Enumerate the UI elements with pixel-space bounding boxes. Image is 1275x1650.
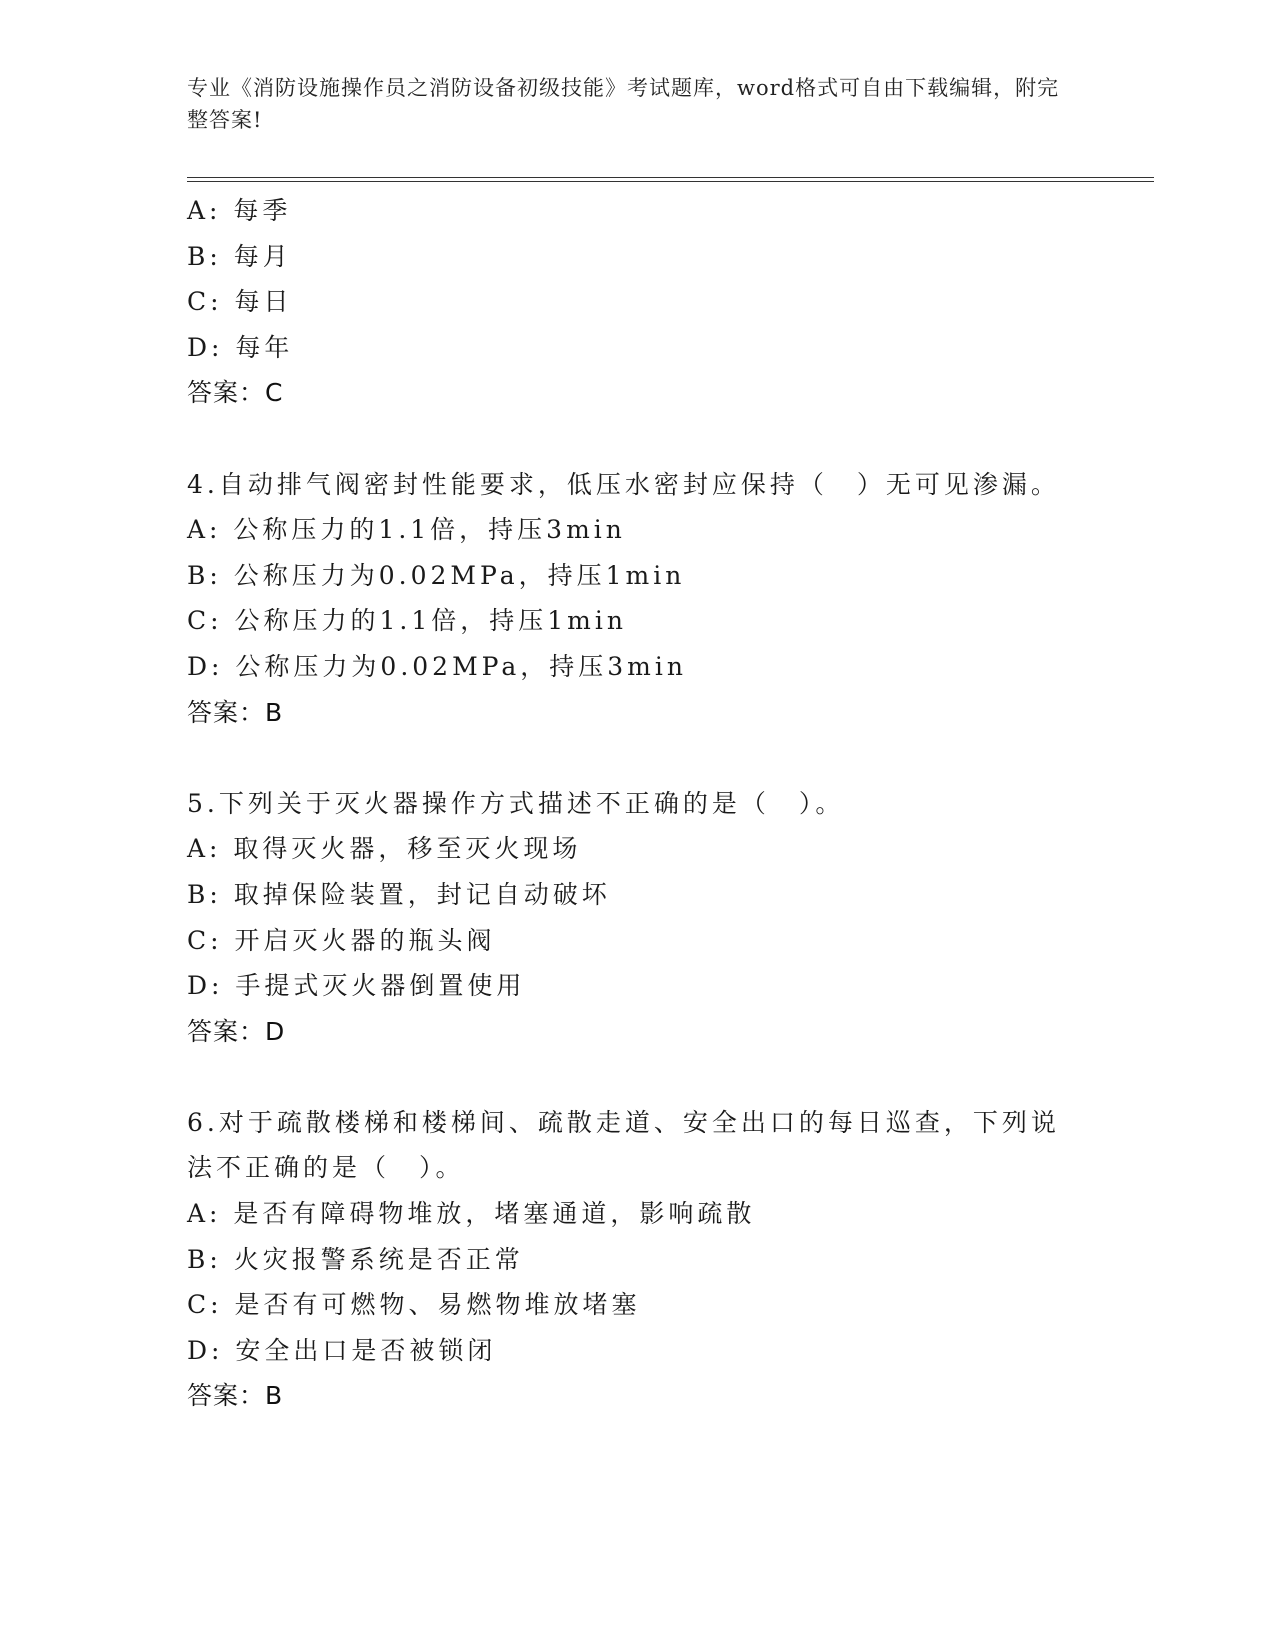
question-text: 6.对于疏散楼梯和楼梯间、疏散走道、安全出口的每日巡查，下列说法不正确的是（ ）。 [187, 1107, 1060, 1183]
answer: 答案：D [187, 1016, 286, 1046]
option-d: D: 每年 [187, 332, 294, 362]
answer: 答案：C [187, 378, 284, 408]
question-5 [187, 781, 1154, 1055]
question-text: 5.下列关于灭火器操作方式描述不正确的是（ ）。 [187, 788, 845, 818]
question-6 [187, 1100, 1154, 1419]
option-a: A: 取得灭火器，移至灭火现场 [187, 834, 582, 864]
question-text: 4.自动排气阀密封性能要求，低压水密封应保持（ ）无可见渗漏。 [187, 469, 1060, 499]
option-a: A: 是否有障碍物堆放，堵塞通道，影响疏散 [187, 1199, 756, 1229]
option-d: D: 公称压力为0.02MPa，持压3min [187, 651, 687, 681]
question-4 [187, 462, 1154, 736]
header-divider [187, 177, 1154, 182]
question-3 [187, 188, 1154, 416]
option-a: A: 公称压力的1.1倍，持压3min [187, 515, 626, 545]
option-b: B: 每月 [187, 241, 292, 271]
option-d: D: 手提式灭火器倒置使用 [187, 971, 526, 1001]
option-b: B: 公称压力为0.02MPa，持压1min [187, 560, 686, 590]
option-c: C: 每日 [187, 287, 293, 317]
answer: 答案：B [187, 1381, 284, 1411]
option-c: C: 开启灭火器的瓶头阀 [187, 925, 496, 955]
option-c: C: 公称压力的1.1倍，持压1min [187, 606, 627, 636]
option-b: B: 取掉保险装置，封记自动破坏 [187, 879, 611, 909]
spacer [187, 416, 1154, 462]
question-list [187, 188, 1154, 1419]
spacer [187, 1054, 1154, 1100]
spacer [187, 735, 1154, 781]
option-d: D: 安全出口是否被锁闭 [187, 1335, 497, 1365]
option-c: C: 是否有可燃物、易燃物堆放堵塞 [187, 1290, 641, 1320]
option-a: A: 每季 [187, 196, 292, 225]
option-b: B: 火灾报警系统是否正常 [187, 1244, 524, 1274]
answer: 答案：B [187, 697, 284, 727]
page-header: 专业《消防设施操作员之消防设备初级技能》考试题库，word格式可自由下载编辑，附完整答案! [187, 76, 1060, 132]
